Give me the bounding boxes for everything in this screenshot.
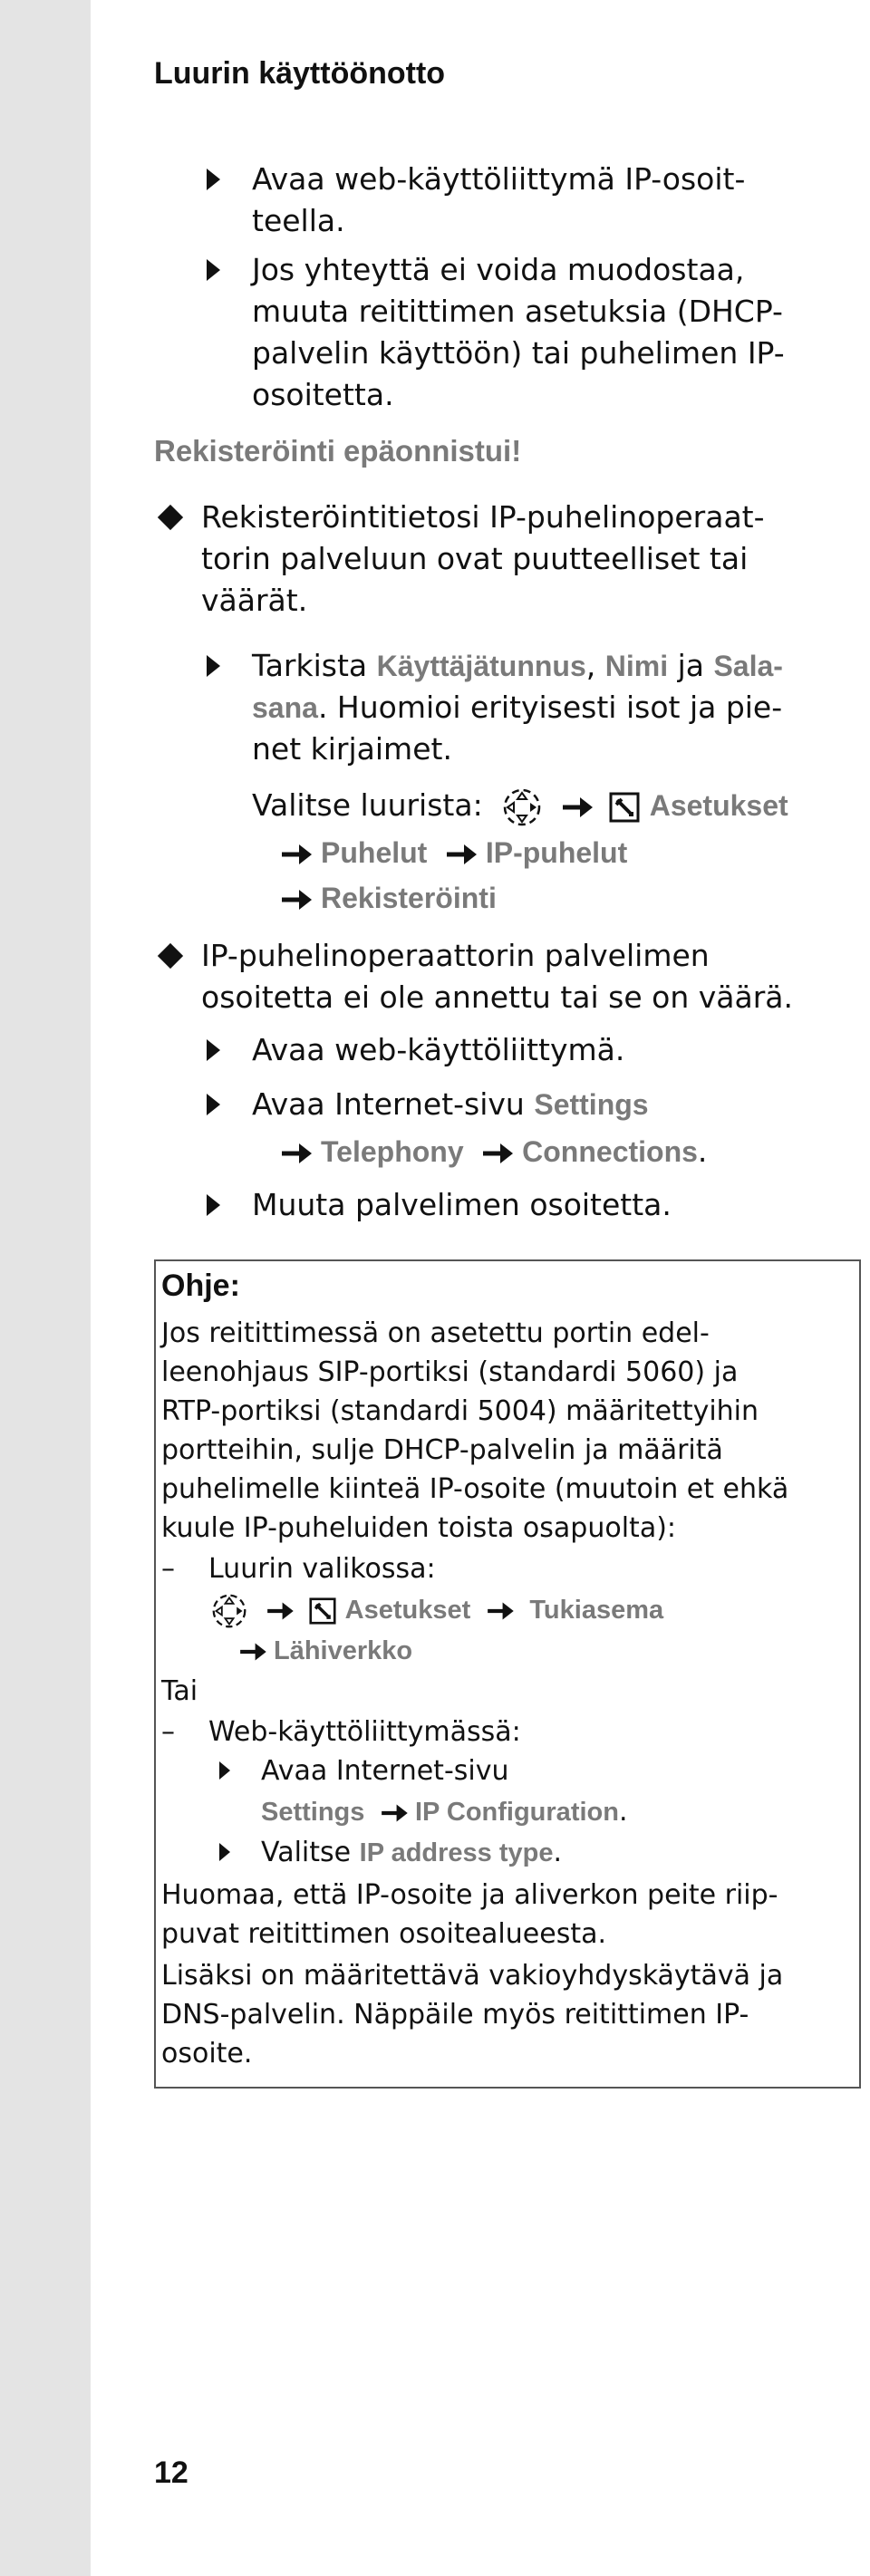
ui-term: Nimi	[604, 650, 669, 682]
note-text: osoite.	[161, 2038, 253, 2069]
note-text: portteihin, sulje DHCP-palvelin ja määritä	[161, 1434, 723, 1466]
arrow-right-icon	[279, 841, 314, 868]
step-text: Muuta palvelimen osoitetta.	[252, 1187, 672, 1222]
text: . Huomioi erityisesti isot ja pie-	[317, 690, 783, 725]
bullet-text: IP-puhelinoperaattorin palvelimen	[201, 938, 710, 973]
arrow-right-icon	[379, 1801, 410, 1825]
web-connections: Connections	[522, 1135, 698, 1168]
step-arrow-icon	[207, 655, 220, 677]
arrow-right-icon	[237, 1640, 268, 1664]
web-settings: Settings	[534, 1088, 649, 1121]
note-text: kuule IP-puheluiden toista osapuolta):	[161, 1512, 677, 1544]
navigation-key-icon	[208, 1593, 250, 1629]
step-arrow-icon	[207, 259, 220, 281]
step-text: Avaa web-käyttöliittymä.	[252, 1032, 625, 1067]
step-arrow-icon	[207, 1194, 220, 1216]
text: .	[553, 1837, 563, 1868]
dash-item: –	[161, 1553, 175, 1585]
menu-path-line	[279, 1131, 707, 1172]
web-telephony: Telephony	[321, 1135, 464, 1168]
note-text: Tai	[161, 1675, 198, 1707]
step-arrow-icon	[207, 1094, 220, 1115]
text: .	[697, 1134, 708, 1169]
ui-term: sana	[252, 691, 318, 724]
web-ip-address-type: IP address type	[359, 1838, 554, 1867]
menu-lan: Lähiverkko	[274, 1636, 413, 1665]
text: Valitse luurista:	[252, 787, 483, 823]
check-line	[252, 687, 782, 728]
text: .	[618, 1796, 628, 1828]
step-arrow-icon	[207, 169, 220, 190]
menu-settings: Asetukset	[344, 1596, 471, 1625]
step-text: osoitetta.	[252, 377, 394, 412]
arrow-right-icon	[265, 1599, 295, 1623]
note-text: DNS-palvelin. Näppäile myös reitittimen IP-	[161, 1999, 749, 2031]
note-text: puhelimelle kiinteä IP-osoite (muutoin et ehkä	[161, 1473, 789, 1505]
menu-settings: Asetukset	[649, 789, 788, 822]
bullet-text: Rekisteröintitietosi IP-puhelinoperaat-	[201, 499, 765, 535]
menu-path-line	[252, 785, 788, 827]
section-title: Rekisteröinti epäonnistui!	[154, 434, 522, 468]
step-arrow-icon	[219, 1843, 230, 1861]
page-heading: Luurin käyttöönotto	[154, 56, 446, 91]
note-text: RTP-portiksi (standardi 5004) määritettyihin	[161, 1395, 759, 1427]
step-text: palvelin käyttöön) tai puhelimen IP-	[252, 335, 785, 371]
page-number: 12	[154, 2455, 188, 2490]
note-menu-path	[261, 1792, 628, 1832]
note-text: leenohjaus SIP-portiksi (standardi 5060) ja	[161, 1356, 739, 1388]
navigation-key-icon	[499, 787, 545, 827]
left-margin-strip	[0, 0, 91, 2576]
bullet-text: torin palveluun ovat puutteelliset tai	[201, 541, 749, 576]
step-text: Avaa web-käyttöliittymä IP-osoit-	[252, 161, 746, 197]
note-text: Huomaa, että IP-osoite ja aliverkon peite riip-	[161, 1879, 778, 1911]
check-line: net kirjaimet.	[252, 731, 452, 767]
settings-icon	[609, 792, 640, 823]
bullet-diamond-icon	[158, 943, 183, 969]
step-arrow-icon	[219, 1761, 230, 1780]
text: Valitse	[261, 1837, 360, 1868]
ui-term: Sala-	[713, 650, 783, 682]
arrow-right-icon	[444, 841, 478, 868]
bullet-diamond-icon	[158, 505, 183, 530]
menu-path-line	[279, 832, 627, 873]
note-text: Web-käyttöliittymässä:	[208, 1716, 521, 1748]
bullet-text: osoitetta ei ole annettu tai se on väärä.	[201, 979, 793, 1015]
text: Avaa Internet-sivu	[252, 1086, 535, 1122]
step-text: teella.	[252, 203, 345, 238]
text: ja	[668, 648, 714, 683]
dash-item: –	[161, 1716, 175, 1748]
arrow-right-icon	[485, 1599, 516, 1623]
note-text: puvat reitittimen osoitealueesta.	[161, 1918, 607, 1950]
note-text: Jos reitittimessä on asetettu portin edel-	[161, 1317, 710, 1349]
arrow-right-icon	[560, 794, 594, 821]
note-menu-path	[208, 1590, 663, 1630]
bullet-text: väärät.	[201, 583, 308, 618]
text: ,	[585, 648, 605, 683]
settings-icon	[309, 1597, 336, 1625]
step-text: Jos yhteyttä ei voida muodostaa,	[252, 252, 745, 287]
arrow-right-icon	[279, 1140, 314, 1167]
menu-base-station: Tukiasema	[529, 1596, 664, 1625]
note-menu-path	[237, 1631, 412, 1671]
step-arrow-icon	[207, 1039, 220, 1061]
web-settings: Settings	[261, 1798, 365, 1827]
menu-ip-calls: IP-puhelut	[485, 836, 628, 869]
arrow-right-icon	[480, 1140, 515, 1167]
arrow-right-icon	[279, 886, 314, 913]
note-text: Lisäksi on määritettävä vakioyhdyskäytävä ja	[161, 1960, 784, 1992]
note-title: Ohje:	[161, 1269, 240, 1303]
step-text: muuta reitittimen asetuksia (DHCP-	[252, 294, 783, 329]
menu-calls: Puhelut	[321, 836, 428, 869]
ui-term: Käyttäjätunnus	[376, 650, 586, 682]
check-line	[252, 645, 783, 687]
step-text	[252, 1084, 649, 1125]
text: Tarkista	[252, 648, 377, 683]
menu-registration: Rekisteröinti	[321, 882, 497, 914]
note-text: Avaa Internet-sivu	[261, 1755, 509, 1787]
note-text: Luurin valikossa:	[208, 1553, 436, 1585]
menu-path-line	[279, 877, 497, 919]
note-text	[261, 1833, 562, 1873]
web-ip-configuration: IP Configuration	[414, 1798, 619, 1827]
